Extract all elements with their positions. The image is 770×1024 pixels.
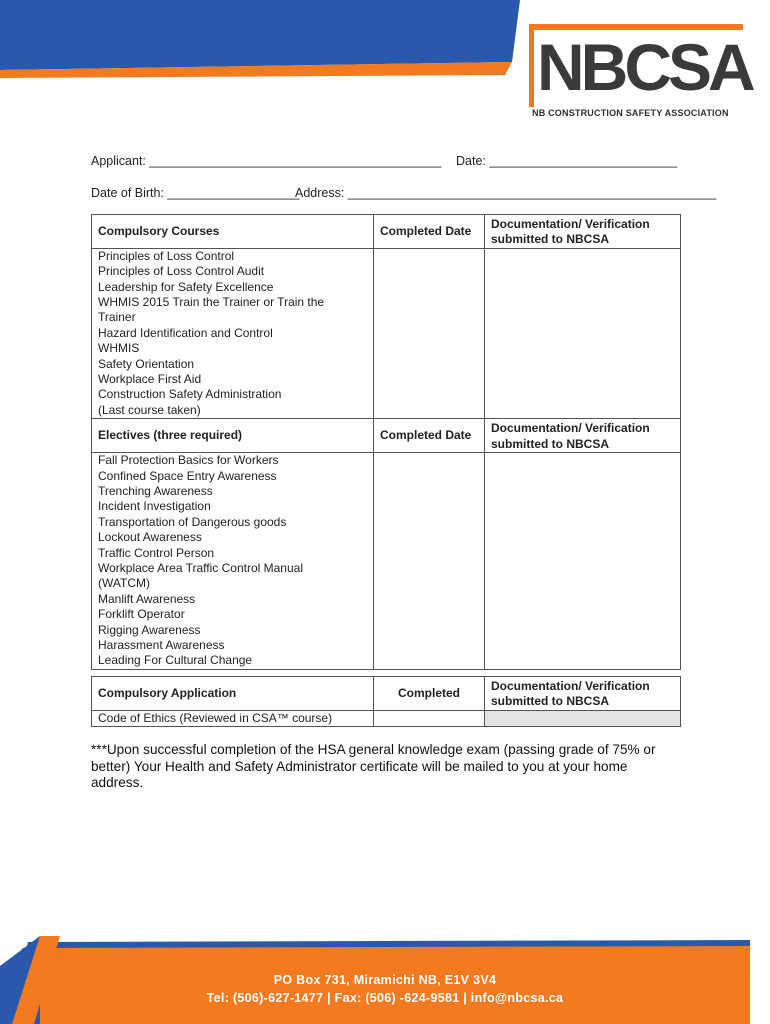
logo-orange-bar-left (529, 24, 534, 107)
course-item: (WATCM) (98, 576, 150, 591)
documentation-header: Documentation/ Verification submitted to NBCSA (485, 419, 681, 453)
completed-date-header: Completed Date (374, 215, 485, 249)
course-item: Traffic Control Person (98, 545, 215, 560)
date-of-birth-field[interactable]: Date of Birth: ___________________ (91, 186, 300, 200)
code-of-ethics-row (92, 710, 681, 726)
completion-note: ***Upon successful completion of the HSA general knowledge exam (passing grade of 75% or better) Your Health and Safety Administrator certificate will be mailed to you at your home address. (91, 742, 656, 790)
course-item: Safety Orientation (98, 356, 195, 371)
course-item: Transportation of Dangerous goods (98, 514, 287, 529)
code-of-ethics-label: Code of Ethics (Reviewed in CSA™ course) (92, 710, 374, 726)
course-item: Trenching Awareness (98, 483, 213, 498)
address-field[interactable]: Address: _____________________________________________________ (295, 186, 717, 200)
course-item: Confined Space Entry Awareness (98, 468, 277, 483)
electives-header-row (92, 419, 681, 453)
course-item: Incident Investigation (98, 499, 211, 514)
course-item: Construction Safety Administration (98, 387, 282, 402)
footer-contact[interactable]: Tel: (506)-627-1477 | Fax: (506) -624-9581 | info@nbcsa.ca (206, 991, 564, 1005)
course-item: Trainer (98, 310, 136, 325)
application-table (91, 676, 681, 727)
course-item: (Last course taken) (98, 402, 201, 417)
electives-row (92, 453, 681, 670)
documentation-cell[interactable] (485, 710, 681, 726)
electives-heading: Electives (three required) (92, 419, 374, 453)
course-item: Workplace Area Traffic Control Manual (98, 560, 303, 575)
applicant-field[interactable]: Applicant: __________________________________________ (91, 154, 442, 168)
compulsory-courses-header-row (92, 215, 681, 249)
documentation-cell[interactable] (485, 453, 681, 670)
completed-cell[interactable] (374, 710, 485, 726)
documentation-header: Documentation/ Verification submitted to NBCSA (485, 677, 681, 711)
date-field[interactable]: Date: ___________________________ (456, 154, 678, 168)
documentation-cell[interactable] (485, 248, 681, 418)
application-header-row (92, 677, 681, 711)
courses-table (91, 214, 681, 670)
footer-address: PO Box 731, Miramichi NB, E1V 3V4 (273, 973, 497, 987)
course-item: Leading For Cultural Change (98, 653, 253, 668)
compulsory-courses-row (92, 248, 681, 418)
nbcsa-logo (529, 24, 752, 124)
course-item: Lockout Awareness (98, 530, 202, 545)
course-item: Harassment Awareness (98, 637, 225, 652)
course-item: Principles of Loss Control Audit (98, 264, 265, 279)
completed-date-cell[interactable] (374, 248, 485, 418)
course-item: Principles of Loss Control (98, 248, 235, 263)
completed-header: Completed (374, 677, 485, 711)
compulsory-courses-heading: Compulsory Courses (92, 215, 374, 249)
course-item: Forklift Operator (98, 607, 185, 622)
logo-tagline: NB CONSTRUCTION SAFETY ASSOCIATION (532, 108, 729, 118)
compulsory-courses-list (92, 248, 374, 418)
course-item: Rigging Awareness (98, 622, 201, 637)
course-item: Leadership for Safety Excellence (98, 279, 274, 294)
course-item: Manlift Awareness (98, 591, 196, 606)
course-item: Workplace First Aid (98, 372, 202, 387)
course-item: Fall Protection Basics for Workers (98, 453, 279, 468)
completed-date-header: Completed Date (374, 419, 485, 453)
course-item: Hazard Identification and Control (98, 325, 273, 340)
documentation-header: Documentation/ Verification submitted to NBCSA (485, 215, 681, 249)
electives-list (92, 453, 374, 670)
logo-wordmark: NBCSA (537, 30, 752, 104)
course-item: WHMIS 2015 Train the Trainer or Train the (98, 295, 325, 310)
compulsory-application-heading: Compulsory Application (92, 677, 374, 711)
course-item: WHMIS (98, 341, 140, 356)
completed-date-cell[interactable] (374, 453, 485, 670)
